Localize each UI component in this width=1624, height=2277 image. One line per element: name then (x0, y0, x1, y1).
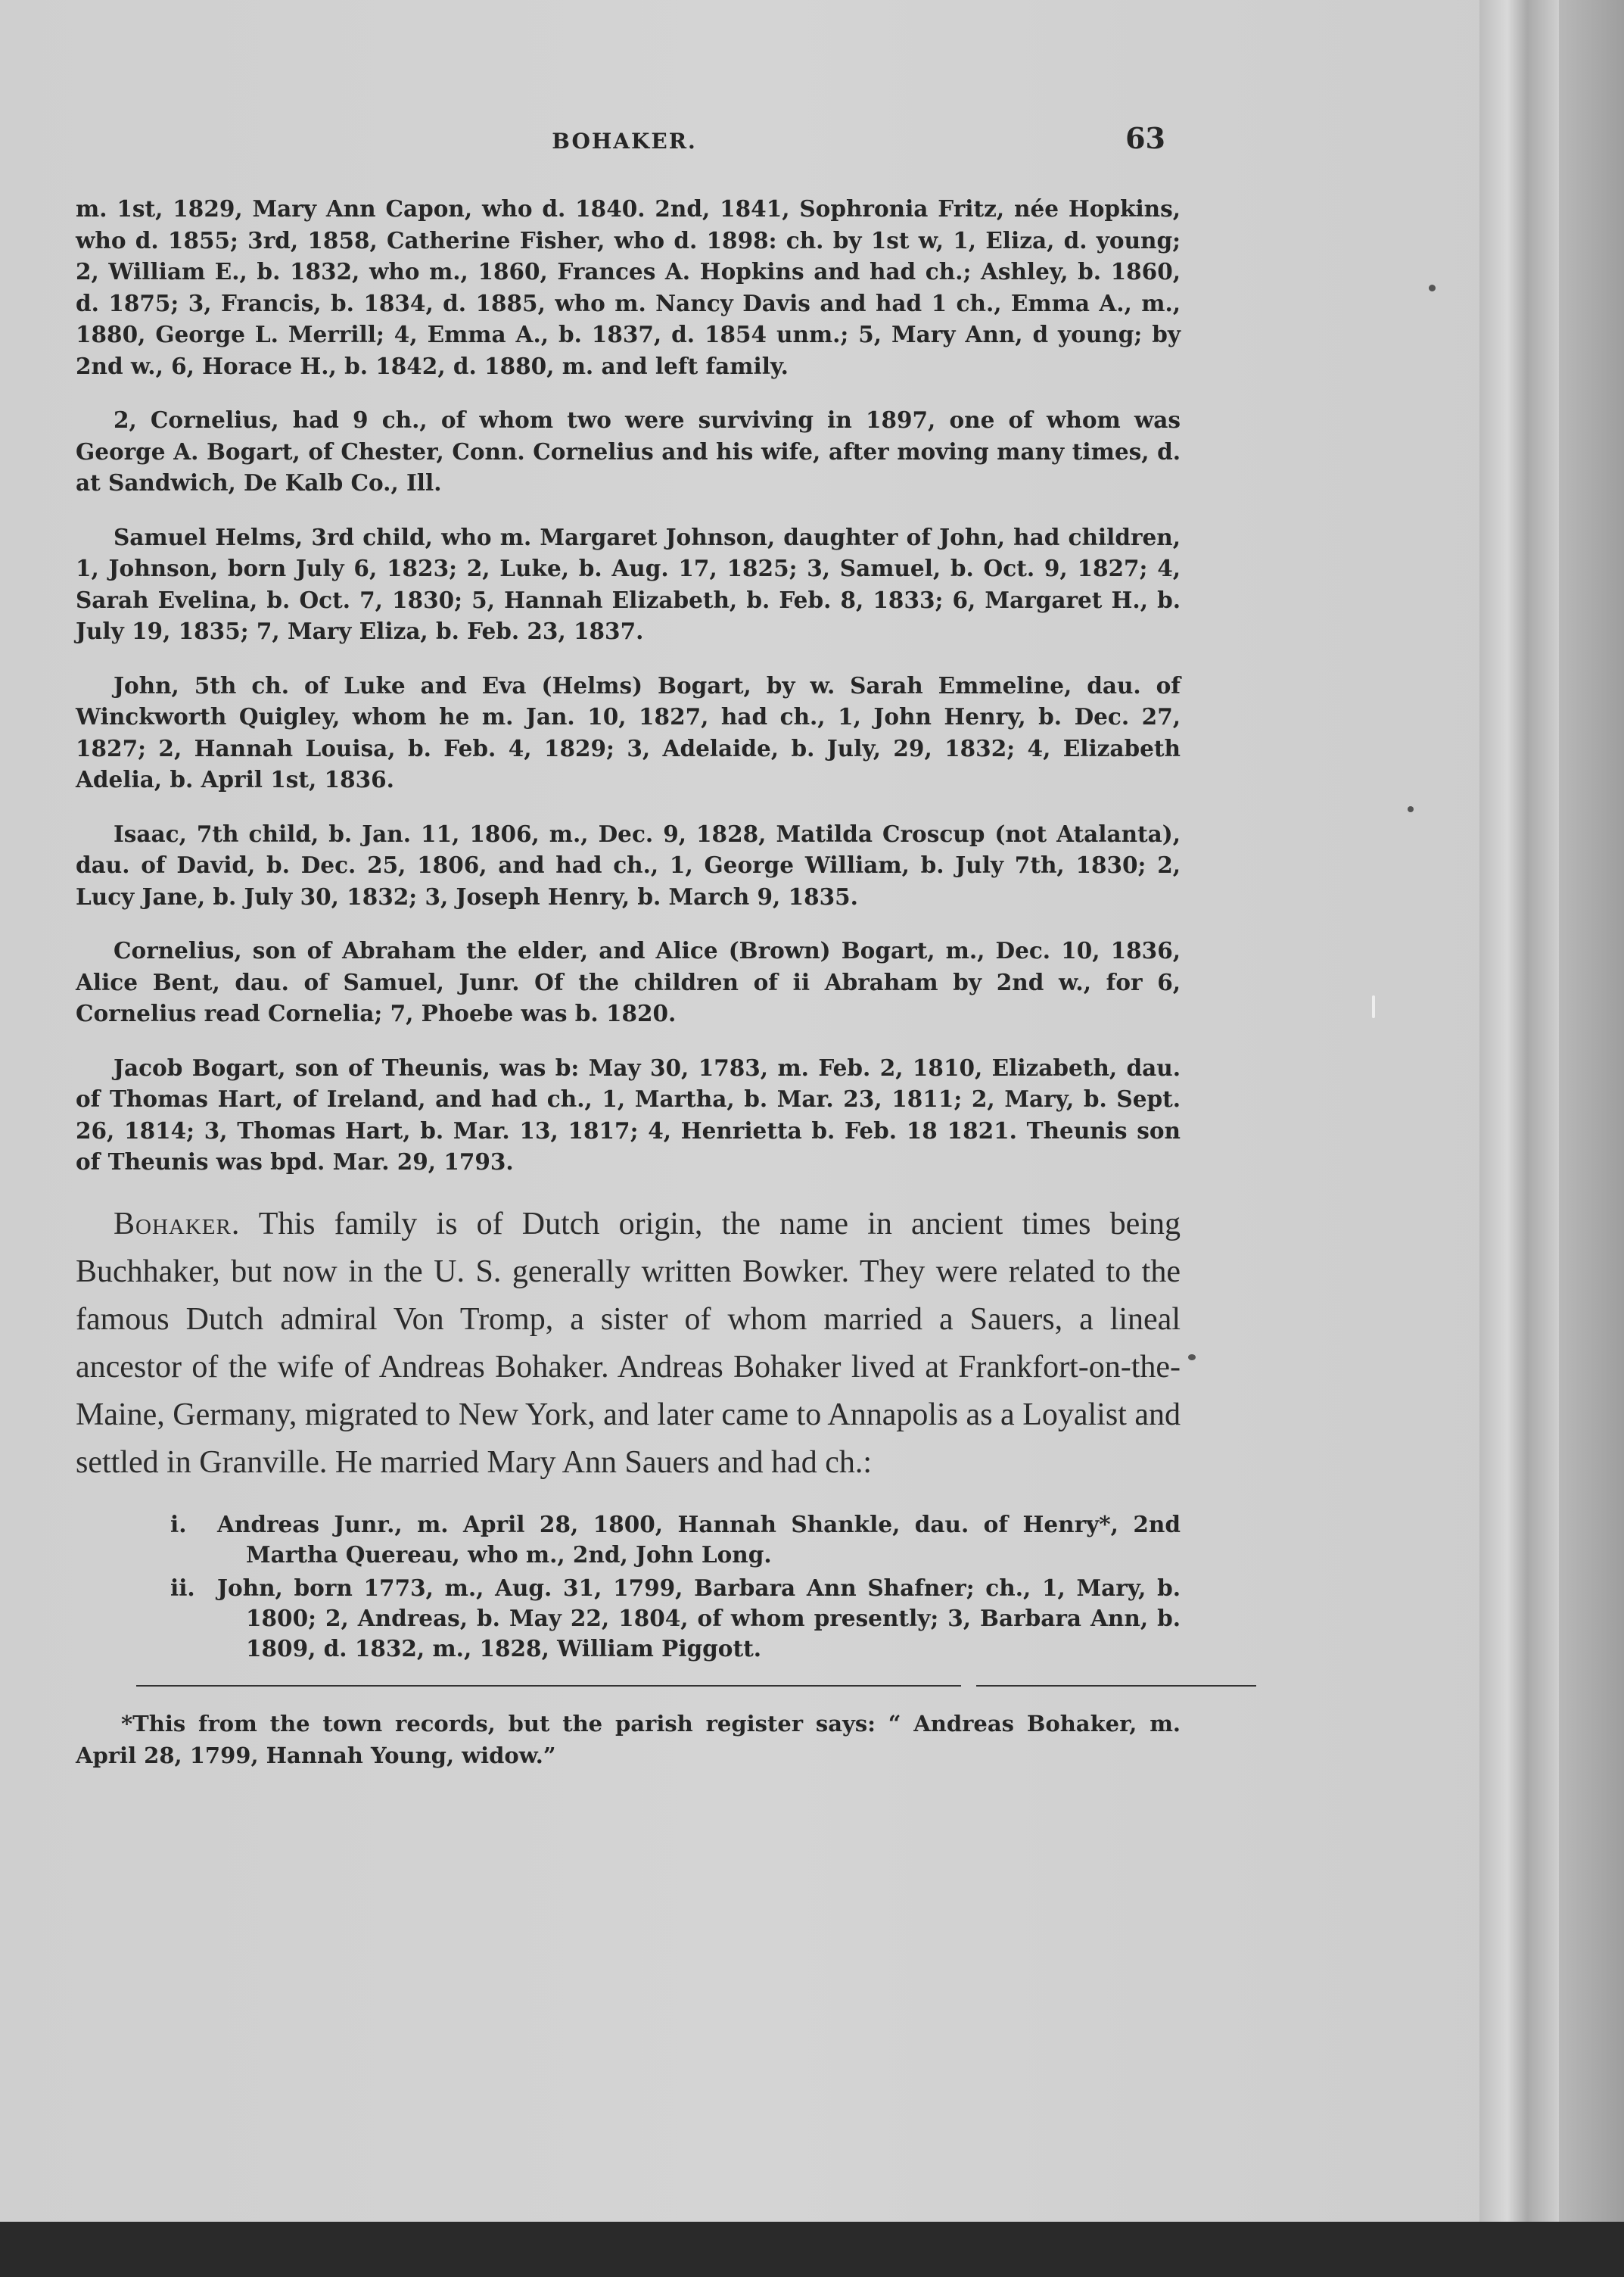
separator-rule (136, 1685, 961, 1687)
paragraph: Isaac, 7th child, b. Jan. 11, 1806, m., Dec. 9, 1828, Matilda Croscup (not Atalanta), dau. of David, b. Dec. 25, 1806, and had ch., 1, George William, b. July 7th, 1830; 2, Lucy Jane, b. July 30, 1832; 3, Joseph Henry, b. March 9, 1835. (76, 820, 1181, 910)
book-gutter-shadow (1479, 0, 1559, 2222)
scan-bottom-border (0, 2222, 1624, 2277)
page-number: 63 (1125, 121, 1165, 155)
paragraph: Samuel Helms, 3rd child, who m. Margaret Johnson, daughter of John, had children, 1, Johnson, born July 6, 1823; 2, Luke, b. Aug. 17, 1825; 3, Samuel, b. Oct. 9, 1827; 4, Sarah Evelina, b. Oct. 7, 1830; 5, Hannah Elizabeth, b. Feb. 8, 1833; 6, Margaret H., b. July 19, 1835; 7, Mary Eliza, b. Feb. 23, 1837. (76, 523, 1181, 644)
speck-mark (1429, 285, 1436, 291)
paragraph: Jacob Bogart, son of Theunis, was b: May 30, 1783, m. Feb. 2, 1810, Elizabeth, dau. of Thomas Hart, of Ireland, and had ch., 1, Martha, b. Mar. 23, 1811; 2, Mary, b. Sept. 26, 1814; 3, Thomas Hart, b. Mar. 13, 1817; 4, Henrietta b. Feb. 18 1821. Theunis son of Theunis was bpd. Mar. 29, 1793. (76, 1054, 1181, 1175)
family-heading: Bohaker. (114, 1206, 241, 1241)
paragraph: m. 1st, 1829, Mary Ann Capon, who d. 1840. 2nd, 1841, Sophronia Fritz, née Hopkins, who d. 1855; 3rd, 1858, Catherine Fisher, who d. 1898: ch. by 1st w, 1, Eliza, d. young; 2, William E., b. 1832, who m., 1860, Frances A. Hopkins and had ch.; Ashley, b. 1860, d. 1875; 3, Francis, b. 1834, d. 1885, who m. Nancy Davis and had 1 ch., Emma A., m., 1880, George L. Merrill; 4, Emma A., b. 1837, d. 1854 unm.; 5, Mary Ann, d young; by 2nd w., 6, Horace H., b. 1842, d. 1880, m. and left family. (76, 195, 1181, 379)
family-intro-text: This family is of Dutch origin, the name in ancient times being Buchhaker, but now in the U. S. generally written Bowker. They were related to the famous Dutch admiral Von Tromp, a sister of whom married a Sauers, a lineal ancestor of the wife of Andreas Bohaker. Andreas Bohaker lived at Frankfort-on-the-Maine, Germany, migrated to New York, and later came to Annapolis as a Loyalist and settled in Granville. He married Mary Ann Sauers and had ch.: (76, 1206, 1181, 1480)
paragraph: John, 5th ch. of Luke and Eva (Helms) Bogart, by w. Sarah Emmeline, dau. of Winckworth Quigley, whom he m. Jan. 10, 1827, had ch., 1, John Henry, b. Dec. 27, 1827; 2, Hannah Louisa, b. Feb. 4, 1829; 3, Adelaide, b. July, 29, 1832; 4, Elizabeth Adelia, b. April 1st, 1836. (76, 671, 1181, 793)
page-header (83, 121, 1165, 167)
page-body (76, 193, 1181, 1771)
running-head: BOHAKER. (552, 129, 697, 154)
speck-mark (1372, 995, 1375, 1018)
child-text: Andreas Junr., m. April 28, 1800, Hannah Shankle, dau. of Henry*, 2nd Martha Quereau, who m., 2nd, John Long. (217, 1510, 1181, 1568)
family-intro (76, 1201, 1181, 1487)
footnote-separator (76, 1677, 1181, 1700)
footnote: *This from the town records, but the parish register says: “ Andreas Bohaker, m. April 28, 1799, Hannah Young, widow.” (76, 1710, 1181, 1768)
child-numeral: i. (170, 1510, 187, 1537)
list-item (76, 1509, 1181, 1570)
speck-mark (1188, 1354, 1196, 1360)
child-text: John, born 1773, m., Aug. 31, 1799, Barbara Ann Shafner; ch., 1, Mary, b. 1800; 2, Andreas, b. May 22, 1804, of whom presently; 3, Barbara Ann, b. 1809, d. 1832, m., 1828, William Piggott. (217, 1574, 1181, 1662)
separator-rule (976, 1685, 1256, 1687)
speck-mark (1408, 806, 1414, 812)
children-list (76, 1509, 1181, 1664)
paragraph: 2, Cornelius, had 9 ch., of whom two were surviving in 1897, one of whom was George A. Bogart, of Chester, Conn. Cornelius and his wife, after moving many times, d. at Sandwich, De Kalb Co., Ill. (76, 406, 1181, 496)
child-numeral: ii. (170, 1574, 195, 1601)
paragraph: Cornelius, son of Abraham the elder, and Alice (Brown) Bogart, m., Dec. 10, 1836, Alice Bent, dau. of Samuel, Junr. Of the children of ii Abraham by 2nd w., for 6, Cornelius read Cornelia; 7, Phoebe was b. 1820. (76, 937, 1181, 1026)
list-item (76, 1573, 1181, 1664)
scan-edge (1559, 0, 1624, 2222)
